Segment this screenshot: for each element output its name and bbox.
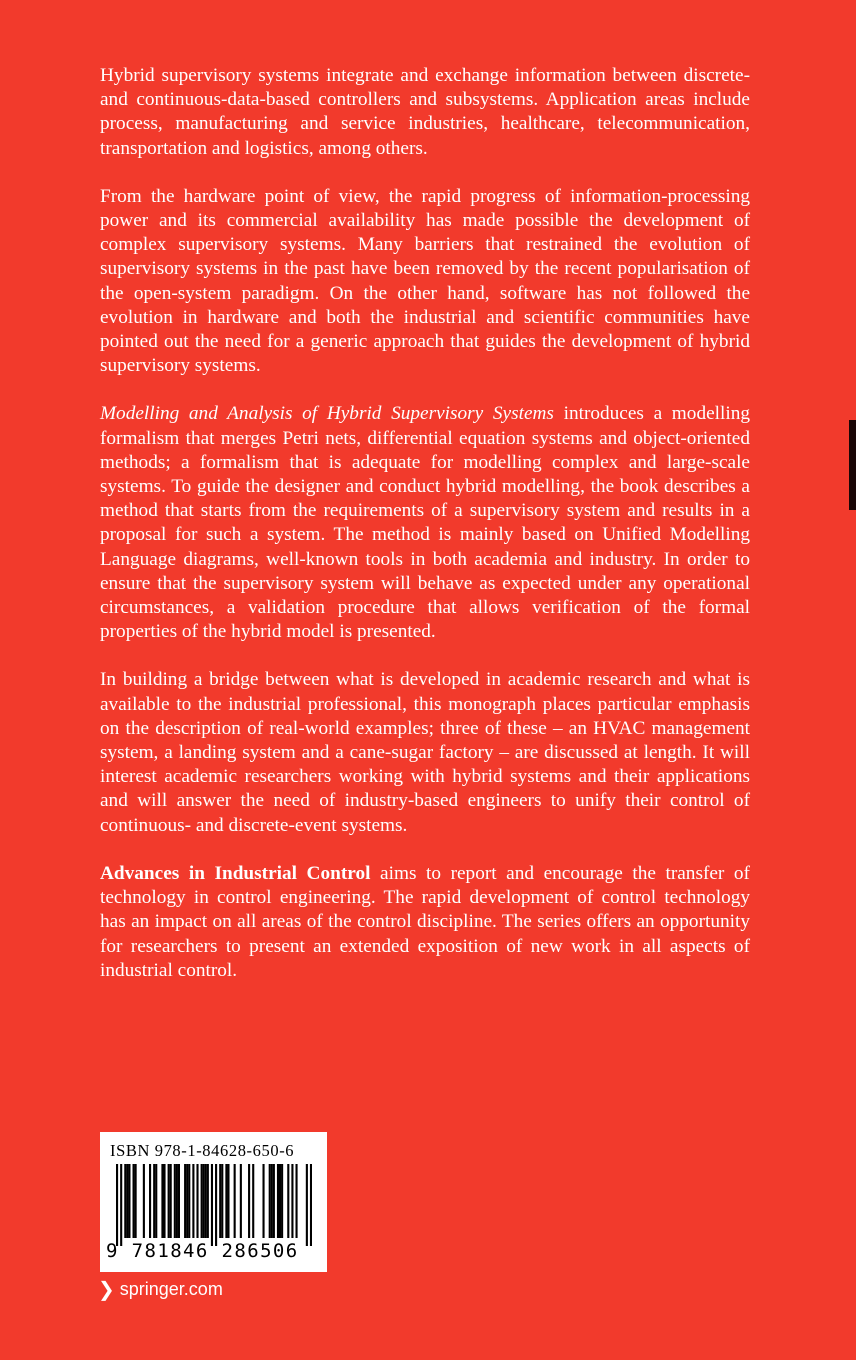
back-cover-text: [100, 64, 750, 1007]
barcode-bar: [225, 1164, 227, 1238]
barcode-bar: [205, 1164, 207, 1238]
paragraph-hardware: From the hardware point of view, the rapid progress of information-processing power and its commercial availability has made possible the development of complex supervisory systems. Many barriers that restrained the evolution of supervisory systems in the past have been removed by the recent popularisation of the open-system paradigm. On the other hand, software has not followed the evolution in hardware and both the industrial and scientific communities have pointed out the need for a generic approach that guides the development of hybrid supervisory systems.: [100, 185, 750, 377]
barcode-bar: [277, 1164, 279, 1238]
barcode-bar: [143, 1164, 145, 1238]
barcode-bar: [161, 1164, 163, 1238]
barcode-bar: [153, 1164, 155, 1238]
paragraph-intro: Hybrid supervisory systems integrate and exchange information between discrete- and continuous-data-based controllers and subsystems. Application areas include process, manufacturing and service industries, healthcare, telecommunication, transportation and logistics, among others.: [100, 65, 750, 159]
isbn-barcode: [100, 1132, 327, 1272]
barcode-bar: [211, 1164, 213, 1246]
barcode-bar: [295, 1164, 297, 1238]
barcode-bar: [201, 1164, 203, 1238]
barcode-bar: [184, 1164, 186, 1238]
paragraph-book-summary: [100, 402, 750, 644]
series-name: Advances in Industrial Control: [100, 862, 371, 884]
paragraph-series: [100, 862, 750, 983]
paragraph-audience: In building a bridge between what is developed in academic research and what is available to the industrial professional, this monograph places particular emphasis on the description of real-world examples; three of these – an HVAC management system, a landing system and a cane-sugar factory – are discussed at length. It will interest academic researchers working with hybrid systems and their applications and will answer the need of industry-based engineers to unify their control of continuous- and discrete-event systems.: [100, 669, 750, 836]
barcode-bar: [310, 1164, 312, 1246]
edge-mark: [849, 420, 856, 510]
chevron-right-icon: ❯: [98, 1278, 115, 1301]
barcode-bar: [221, 1164, 223, 1238]
barcode-bar: [219, 1164, 221, 1238]
barcode-bar: [186, 1164, 188, 1238]
barcode-bar: [262, 1164, 264, 1238]
barcode-bar: [135, 1164, 137, 1238]
barcode-bar: [168, 1164, 170, 1238]
barcode-bar: [155, 1164, 157, 1238]
isbn-number: ISBN 978-1-84628-650-6: [110, 1141, 295, 1160]
barcode-bar: [248, 1164, 250, 1238]
barcode-bar: [120, 1164, 122, 1246]
barcode-bar: [176, 1164, 178, 1238]
barcode-bar: [273, 1164, 275, 1238]
barcode-bar: [174, 1164, 176, 1238]
barcode-bar: [124, 1164, 126, 1238]
barcode-bar: [192, 1164, 194, 1238]
barcode-bar: [116, 1164, 118, 1246]
ean-digits: 9 781846 286506: [106, 1240, 299, 1262]
barcode-bar: [215, 1164, 217, 1246]
barcode-bar: [126, 1164, 128, 1238]
barcode-bar: [252, 1164, 254, 1238]
barcode-bar: [269, 1164, 271, 1238]
barcode-bar: [196, 1164, 198, 1238]
barcode-bar: [227, 1164, 229, 1238]
barcode-bar: [128, 1164, 130, 1238]
barcode-bar: [291, 1164, 293, 1238]
barcode-bars: [116, 1164, 312, 1246]
barcode-bar: [306, 1164, 308, 1246]
barcode-bar: [188, 1164, 190, 1238]
book-summary-body: introduces a modelling formalism that merges Petri nets, differential equation systems and object-oriented methods; a formalism that is adequate for modelling complex and large-scale systems. To guide the designer and conduct hybrid modelling, the book describes a method that starts from the requirements of a supervisory system and results in a proposal for such a system. The method is mainly based on Unified Modelling Language diagrams, well-known tools in both academia and industry. In order to ensure that the supervisory system will behave as expected under any operational circumstances, a validation procedure that allows verification of the formal properties of the hybrid model is presented.: [100, 403, 750, 643]
barcode-bar: [178, 1164, 180, 1238]
series-body: aims to report and encourage the transfer of technology in control engineering. The rapid development of control technology has an impact on all areas of the control discipline. The series offers an opportunity for researchers to present an extended exposition of new work in all aspects of industrial control.: [100, 862, 750, 981]
barcode-bar: [240, 1164, 242, 1238]
barcode-bar: [149, 1164, 151, 1238]
book-title: Modelling and Analysis of Hybrid Supervisory Systems: [100, 403, 554, 425]
barcode-bar: [234, 1164, 236, 1238]
barcode-bar: [287, 1164, 289, 1238]
barcode-bar: [279, 1164, 281, 1238]
publisher-url: springer.com: [119, 1279, 223, 1299]
barcode-bar: [271, 1164, 273, 1238]
barcode-bar: [170, 1164, 172, 1238]
barcode-bar: [281, 1164, 283, 1238]
barcode-bar: [207, 1164, 209, 1238]
publisher-link[interactable]: [98, 1279, 223, 1300]
barcode-bar: [163, 1164, 165, 1238]
barcode-bar: [133, 1164, 135, 1238]
barcode-bar: [203, 1164, 205, 1238]
